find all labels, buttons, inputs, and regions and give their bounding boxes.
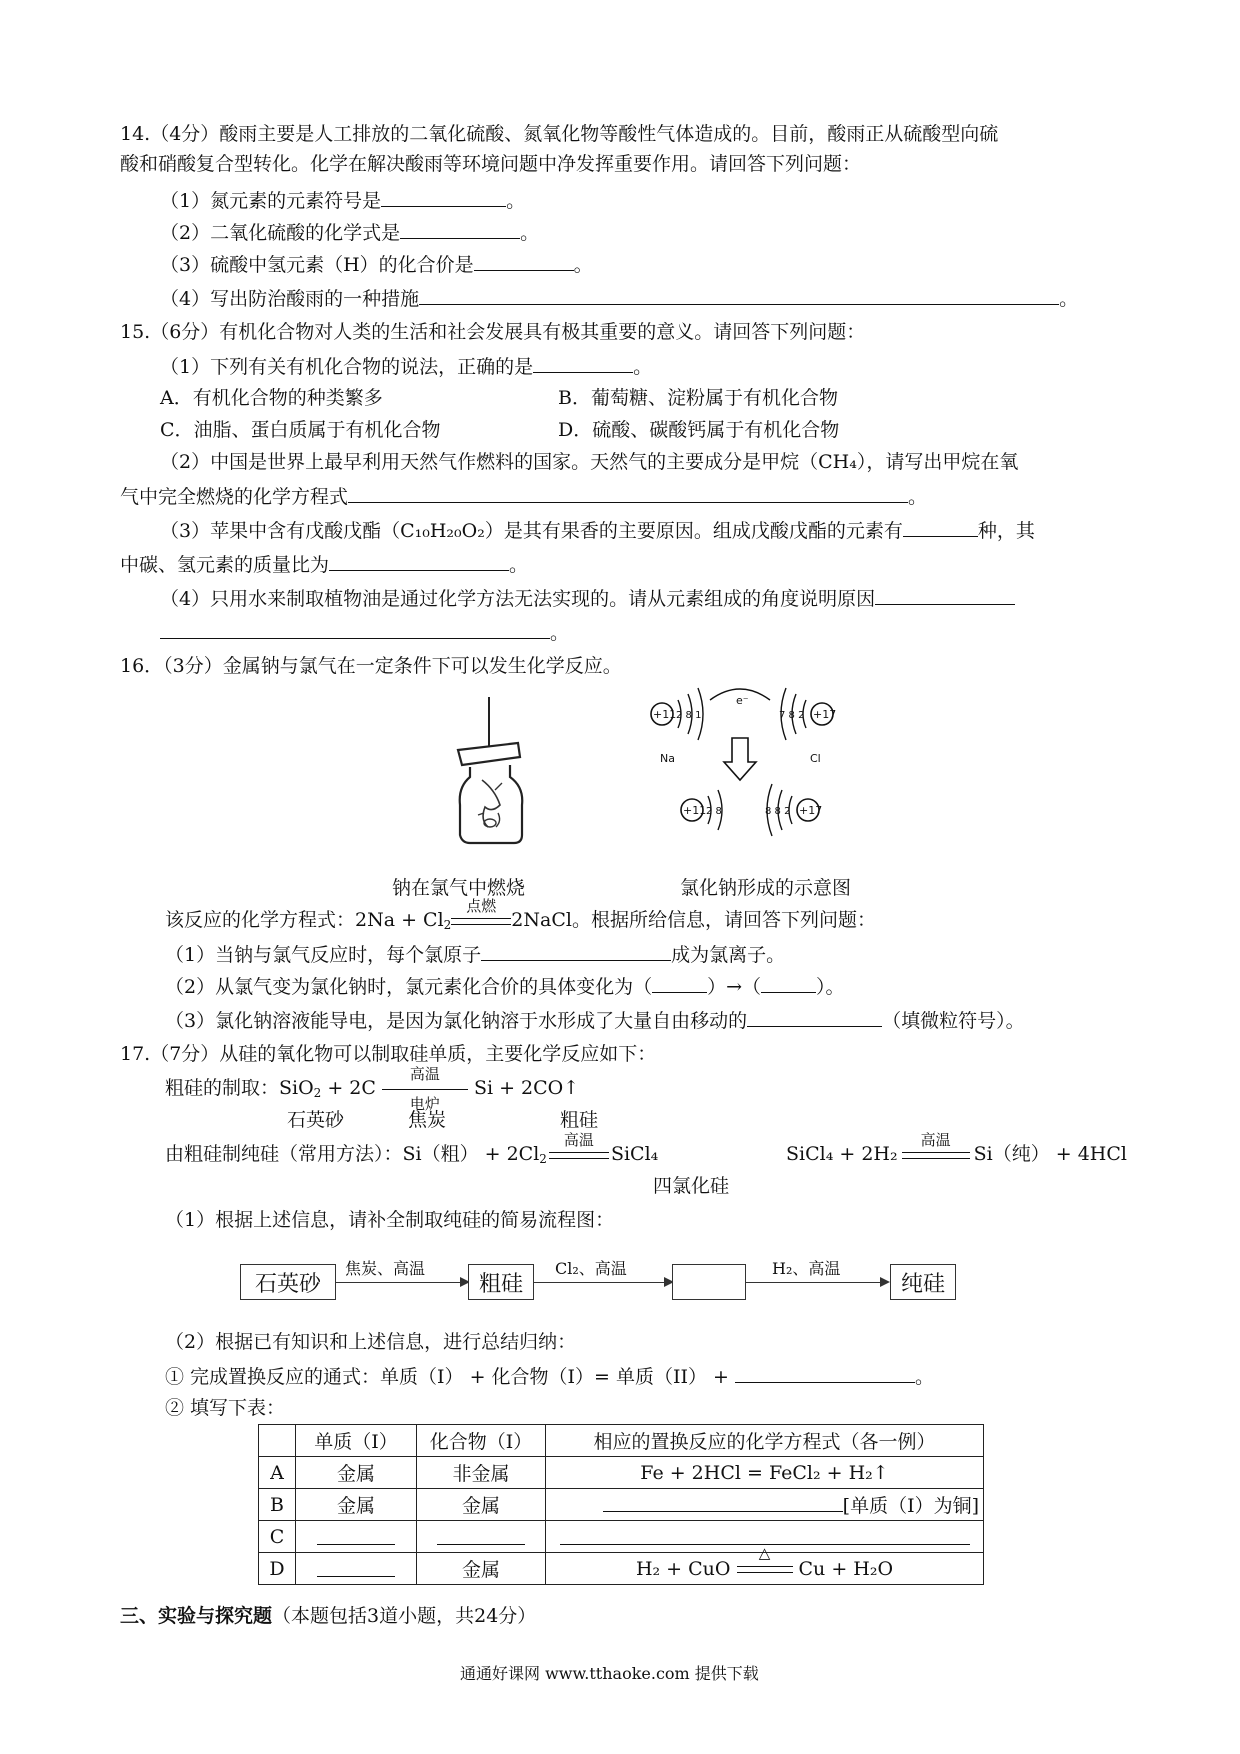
- crude-condition: [382, 1065, 468, 1113]
- table-header-cell: 单质（I）: [296, 1425, 417, 1457]
- q15-stem: 15.（6分）有机化合物对人类的生活和社会发展具有极其重要的意义。请回答下列问题：: [120, 321, 866, 343]
- d-equation-condition: [737, 1543, 793, 1580]
- q15-part2-line1: （2）中国是世界上最早利用天然气作燃料的国家。天然气的主要成分是甲烷（CH₄），请写出甲烷在氧: [160, 451, 1019, 473]
- table-cell-note: [单质（I）为铜]: [842, 1495, 979, 1517]
- condition-high-temp: 高温: [409, 1065, 440, 1083]
- q17-pure-equation: 由粗硅制纯硅（常用方法）：Si（粗） + $2Cl_2$ 高温 SiCl₄: [165, 1140, 658, 1173]
- table-cell: [546, 1489, 984, 1521]
- answer-blank[interactable]: [437, 1524, 525, 1545]
- q16-part2: [165, 972, 845, 1001]
- answer-blank[interactable]: [329, 550, 509, 571]
- condition-high-temp: 高温: [563, 1131, 594, 1149]
- q16-stem: 16．（3分）金属钠与氯气在一定条件下可以发生化学反应。: [120, 655, 622, 677]
- q15-part3-text: （3）苹果中含有戊酸戊酯（C₁₀H₂₀O₂）是其有果香的主要原因。组成戊酸戊酯的元素有: [160, 520, 903, 542]
- q17-part1: （1）根据上述信息，请补全制取纯硅的简易流程图：: [165, 1209, 615, 1231]
- answer-blank[interactable]: [348, 482, 908, 503]
- q16-part2-end: ）。: [816, 976, 845, 998]
- q17-pure-equation2: [786, 1131, 1127, 1168]
- q15-part3-line2: 中碳、氢元素的质量比为 。: [120, 550, 528, 579]
- table-row: [259, 1521, 984, 1553]
- answer-blank[interactable]: [481, 940, 671, 961]
- q14-stem-line2: 酸和硝酸复合型转化。化学在解决酸雨等环境问题中净发挥重要作用。请回答下列问题：: [120, 153, 862, 175]
- table-cell: [296, 1553, 417, 1585]
- flow-arrow-2-label: Cl₂、高温: [555, 1259, 627, 1278]
- q15-part1-text: （1）下列有关有机化合物的说法，正确的是: [160, 356, 534, 378]
- q16-part2-text: （2）从氯气变为氯化钠时，氯元素化合价的具体变化为（: [165, 976, 653, 998]
- flow-arrow-3: [746, 1282, 888, 1283]
- section3-title: 三、实验与探究题: [120, 1605, 273, 1627]
- q15-option-b: B．葡萄糖、淀粉属于有机化合物: [558, 387, 838, 409]
- q17-part2: （2）根据已有知识和上述信息，进行总结归纳：: [165, 1331, 577, 1353]
- answer-blank[interactable]: [381, 186, 506, 207]
- flow-box-crude-silicon: 粗硅: [468, 1264, 534, 1300]
- q16-part1: [165, 940, 785, 969]
- q16-part3: [165, 1006, 1025, 1035]
- displacement-reaction-table: [258, 1424, 984, 1585]
- cl-nucleus-label: +17: [813, 708, 837, 721]
- table-cell: D: [259, 1553, 296, 1585]
- table-header-cell: [259, 1425, 296, 1457]
- q15-part4-line1: [160, 584, 1015, 613]
- crude-rest1: + 2C: [321, 1077, 376, 1099]
- q15-option-d: D．硫酸、碳酸钙属于有机化合物: [558, 419, 840, 441]
- q16-part1-text2: 成为氯离子。: [671, 944, 786, 966]
- q14-part2-text: （2）二氧化硫酸的化学式是: [160, 222, 401, 244]
- page-footer: 通通好课网 www.tthaoke.com 提供下载: [460, 1664, 759, 1683]
- figure-caption-diagram: 氯化钠形成的示意图: [680, 877, 852, 899]
- flow-arrow-1: [336, 1282, 468, 1283]
- answer-blank[interactable]: [400, 218, 520, 239]
- na-label: Na: [660, 752, 675, 765]
- condition-electric-furnace: 电炉: [409, 1095, 440, 1113]
- answer-blank[interactable]: [603, 1491, 843, 1512]
- na-nucleus-label: +11: [653, 708, 677, 721]
- flow-box-blank[interactable]: [672, 1264, 746, 1300]
- answer-blank[interactable]: [317, 1556, 395, 1577]
- answer-blank[interactable]: [747, 1006, 882, 1027]
- q17-crude-equation: 粗硅的制取：SiO$_2$ + 2C 高温 电炉 Si + 2CO↑: [165, 1074, 579, 1107]
- sodium-burning-bottle-figure: [440, 695, 580, 850]
- name-coke: 焦炭: [408, 1109, 447, 1131]
- crude-rest2: Si + 2CO↑: [473, 1077, 580, 1099]
- table-cell: C: [259, 1521, 296, 1553]
- table-cell: A: [259, 1457, 296, 1489]
- cl-ion-nucleus-label: +17: [799, 804, 823, 817]
- q15-option-c: C．油脂、蛋白质属于有机化合物: [160, 419, 441, 441]
- condition-heat-icon: △: [758, 1543, 771, 1562]
- q16-equation-sub: 2: [443, 918, 452, 932]
- q16-part2-arrow: ）→（: [707, 976, 762, 998]
- condition-ignite: 点燃: [466, 897, 497, 915]
- cl-ion-shell-electrons: 8 8 2: [765, 806, 791, 817]
- table-cell: Fe + 2HCl = FeCl₂ + H₂↑: [546, 1457, 984, 1489]
- q15-part3-text2: 种，其: [977, 520, 1035, 542]
- q15-option-a: A．有机化合物的种类繁多: [160, 387, 383, 409]
- q16-equation-rhs: 2NaCl。根据所给信息，请回答下列问题：: [511, 909, 876, 931]
- electron-label: e⁻: [736, 694, 749, 707]
- pure-condition: [549, 1131, 609, 1168]
- flow-box-pure-silicon: 纯硅: [890, 1264, 956, 1300]
- pure-label: 由粗硅制纯硅（常用方法）：Si（粗） + 2Cl: [165, 1143, 540, 1165]
- q14-part4: （4）写出防治酸雨的一种措施 。: [160, 284, 1078, 313]
- table-row: [259, 1457, 984, 1489]
- answer-blank[interactable]: [652, 972, 707, 993]
- cl-shell-electrons: 7 8 2: [779, 710, 805, 721]
- name-silicon-tetrachloride: 四氯化硅: [653, 1175, 730, 1197]
- q17-part2-2: ② 填写下表：: [165, 1397, 286, 1419]
- q15-part4-line2: 。: [160, 618, 569, 647]
- answer-blank[interactable]: [317, 1524, 395, 1545]
- answer-blank[interactable]: [474, 250, 574, 271]
- answer-blank[interactable]: [735, 1362, 915, 1383]
- answer-blank[interactable]: [533, 352, 633, 373]
- equation-condition: [451, 897, 511, 934]
- flow-arrow-1-label: 焦炭、高温: [345, 1259, 426, 1278]
- sodium-chloride-formation-diagram: [640, 680, 870, 860]
- q17-stem: 17.（7分）从硅的氧化物可以制取硅单质，主要化学反应如下：: [120, 1043, 657, 1065]
- q16-equation-lhs: 该反应的化学方程式：2Na + Cl: [165, 909, 444, 931]
- section3-note: （本题包括3道小题，共24分）: [272, 1605, 537, 1627]
- table-cell: [546, 1543, 984, 1585]
- q16-part1-text: （1）当钠与氯气反应时，每个氯原子: [165, 944, 482, 966]
- q15-part2-text: 气中完全燃烧的化学方程式: [120, 486, 349, 508]
- q14-part3: （3）硫酸中氢元素（H）的化合价是 。: [160, 250, 593, 279]
- answer-blank[interactable]: [560, 1524, 970, 1545]
- pure2-condition: [902, 1131, 970, 1168]
- q15-part1: （1）下列有关有机化合物的说法，正确的是 。: [160, 352, 652, 381]
- flow-arrow-3-label: H₂、高温: [772, 1259, 841, 1278]
- d-equation-rhs: Cu + H₂O: [798, 1557, 894, 1580]
- q15-part3-ratio-text: 中碳、氢元素的质量比为: [120, 554, 330, 576]
- na-ion-shell-electrons: 2 8: [706, 806, 722, 817]
- q14-part3-text: （3）硫酸中氢元素（H）的化合价是: [160, 254, 474, 276]
- table-header-cell: 相应的置换反应的化学方程式（各一例）: [546, 1425, 984, 1457]
- cl-label: Cl: [810, 752, 821, 765]
- down-arrow-icon: [724, 738, 756, 780]
- answer-blank[interactable]: [160, 618, 550, 639]
- table-cell: [417, 1521, 546, 1553]
- name-crude-silicon: 粗硅: [560, 1109, 599, 1131]
- figure-caption-bottle: 钠在氯气中燃烧: [392, 877, 526, 899]
- na-shell-electrons: 2 8 1: [676, 710, 702, 721]
- table-row: [259, 1553, 984, 1585]
- answer-blank[interactable]: [419, 284, 1059, 305]
- q17-part2-1-text: ① 完成置换反应的通式：单质（I） + 化合物（I）= 单质（II） +: [165, 1366, 729, 1388]
- na-ion-nucleus-label: +11: [683, 804, 707, 817]
- q14-part1: （1）氮元素的元素符号是 。: [160, 186, 525, 215]
- table-cell: 非金属: [417, 1457, 546, 1489]
- d-equation-lhs: H₂ + CuO: [635, 1557, 731, 1580]
- section3-heading: [120, 1602, 536, 1630]
- pure2-lhs: SiCl₄ + 2H₂: [786, 1143, 898, 1165]
- q14-part1-text: （1）氮元素的元素符号是: [160, 190, 382, 212]
- flow-arrow-2: [534, 1282, 672, 1283]
- table-header-row: [259, 1425, 984, 1457]
- table-cell: 金属: [296, 1489, 417, 1521]
- table-cell: 金属: [417, 1489, 546, 1521]
- pure-product: SiCl₄: [610, 1143, 659, 1165]
- q17-part2-1: ① 完成置换反应的通式：单质（I） + 化合物（I）= 单质（II） + 。: [165, 1362, 934, 1391]
- q15-part3-line1: [160, 516, 1035, 545]
- answer-blank[interactable]: [875, 584, 1015, 605]
- q15-part4-text: （4）只用水来制取植物油是通过化学方法无法实现的。请从元素组成的角度说明原因: [160, 588, 876, 610]
- pure2-rhs: Si（纯） + 4HCl: [973, 1143, 1127, 1165]
- flow-box-quartz-sand: 石英砂: [240, 1264, 336, 1300]
- q15-part2-line2: 气中完全燃烧的化学方程式 。: [120, 482, 927, 511]
- table-row: [259, 1489, 984, 1521]
- q14-part4-text: （4）写出防治酸雨的一种措施: [160, 288, 420, 310]
- table-cell: B: [259, 1489, 296, 1521]
- q14-stem-line1: 14.（4分）酸雨主要是人工排放的二氧化硫酸、氮氧化物等酸性气体造成的。目前，酸雨正从硫酸型向硫: [120, 123, 999, 145]
- name-quartz-sand: 石英砂: [287, 1109, 345, 1131]
- q16-equation: [165, 897, 876, 939]
- table-cell: 金属: [417, 1553, 546, 1585]
- table-cell: 金属: [296, 1457, 417, 1489]
- table-header-cell: 化合物（I）: [417, 1425, 546, 1457]
- condition-high-temp: 高温: [920, 1131, 951, 1149]
- answer-blank[interactable]: [761, 972, 816, 993]
- crude-label: 粗硅的制取：SiO: [165, 1077, 314, 1099]
- table-cell: [296, 1521, 417, 1553]
- q16-part3-text: （3）氯化钠溶液能导电，是因为氯化钠溶于水形成了大量自由移动的: [165, 1010, 748, 1032]
- answer-blank[interactable]: [903, 516, 978, 537]
- q14-part2: （2）二氧化硫酸的化学式是 。: [160, 218, 539, 247]
- q16-part3-text2: （填微粒符号）。: [882, 1010, 1025, 1032]
